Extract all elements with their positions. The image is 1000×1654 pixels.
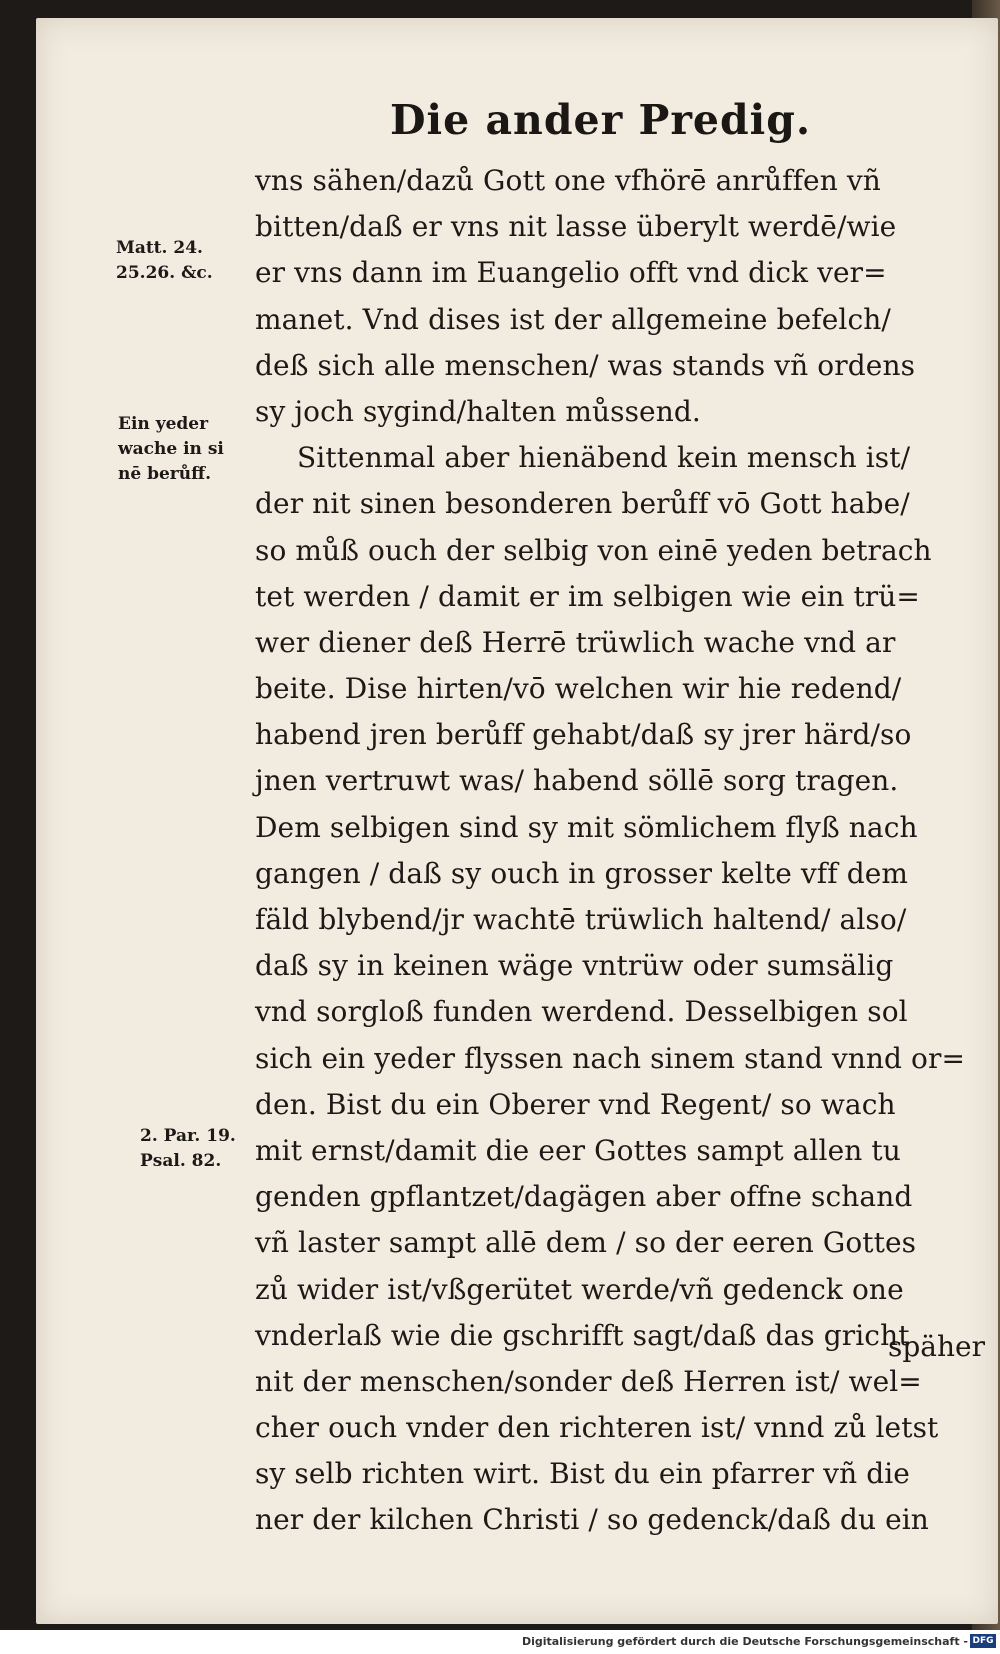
text-line: deß sich alle menschen/ was stands vñ ordens bbox=[255, 348, 916, 382]
text-line: nit der menschen/sonder deß Herren ist/ wel= bbox=[255, 1364, 922, 1398]
text-line: beite. Dise hirten/vō welchen wir hie redend/ bbox=[255, 672, 902, 706]
margin-note-par bbox=[140, 1124, 236, 1174]
text-line: zů wider ist/vßgerütet werde/vñ gedenck one bbox=[255, 1272, 904, 1306]
margin-note-line: 2. Par. 19. bbox=[140, 1126, 236, 1146]
margin-note-line: Ein yeder bbox=[118, 414, 209, 434]
text-line: der nit sinen besonderen berůff vō Gott habe/ bbox=[255, 487, 910, 521]
margin-note-line: nē berůff. bbox=[118, 464, 211, 484]
text-line: sy joch sygind/halten můssend. bbox=[255, 394, 701, 428]
text-line: jnen vertruwt was/ habend söllē sorg tragen. bbox=[255, 764, 899, 798]
text-line: daß sy in keinen wäge vntrüw oder sumsälig bbox=[255, 949, 894, 983]
text-line: genden gpflantzet/dagägen aber offne schand bbox=[255, 1180, 913, 1214]
text-line: vnderlaß wie die gschrifft sagt/daß das gricht bbox=[255, 1318, 910, 1352]
text-line: Sittenmal aber hienäbend kein mensch ist/ bbox=[297, 441, 911, 475]
text-line: so můß ouch der selbig von einē yeden betrach bbox=[255, 533, 932, 567]
text-line: cher ouch vnder den richteren ist/ vnnd zů letst bbox=[255, 1411, 939, 1445]
text-line: er vns dann im Euangelio offt vnd dick ver= bbox=[255, 256, 887, 290]
text-line: vns sähen/dazů Gott one vfhörē anrůffen vñ bbox=[255, 164, 881, 197]
text-line: vñ laster sampt allē dem / so der eeren Gottes bbox=[255, 1226, 917, 1260]
margin-note-line: Matt. 24. bbox=[116, 238, 203, 258]
text-line: ner der kilchen Christi / so gedenck/daß du ein bbox=[255, 1503, 929, 1537]
text-line: sy selb richten wirt. Bist du ein pfarrer vñ die bbox=[255, 1457, 910, 1491]
catchword: späher bbox=[888, 1330, 985, 1363]
margin-note-ein-yeder bbox=[118, 412, 224, 487]
text-line: fäld blybend/jr wachtē trüwlich haltend/ also/ bbox=[255, 903, 907, 936]
text-line: bitten/daß er vns nit lasse überylt werdē/wie bbox=[255, 210, 897, 244]
body-text bbox=[255, 158, 995, 1544]
margin-note-matt bbox=[116, 236, 213, 286]
margin-note-line: wache in si bbox=[118, 439, 224, 459]
text-line: wer diener deß Herrē trüwlich wache vnd ar bbox=[255, 625, 896, 659]
text-line: gangen / daß sy ouch in grosser kelte vff dem bbox=[255, 856, 909, 890]
text-line: habend jren berůff gehabt/daß sy jrer härd/so bbox=[255, 718, 912, 752]
dfg-logo: DFG bbox=[970, 1634, 996, 1648]
text-line: manet. Vnd dises ist der allgemeine befelch/ bbox=[255, 302, 891, 336]
running-head: Die ander Predig. bbox=[390, 96, 812, 144]
text-line: Dem selbigen sind sy mit sömlichem flyß nach bbox=[255, 810, 918, 844]
margin-note-line: Psal. 82. bbox=[140, 1151, 222, 1171]
text-line: den. Bist du ein Oberer vnd Regent/ so wach bbox=[255, 1087, 896, 1121]
text-line: tet werden / damit er im selbigen wie ein trü= bbox=[255, 579, 920, 613]
text-line: sich ein yeder flyssen nach sinem stand vnnd or= bbox=[255, 1041, 966, 1075]
text-line: vnd sorgloß funden werdend. Desselbigen sol bbox=[255, 995, 908, 1029]
footer-credit: Digitalisierung gefördert durch die Deutsche Forschungsgemeinschaft - bbox=[521, 1635, 968, 1648]
margin-note-line: 25.26. &c. bbox=[116, 263, 213, 283]
text-line: mit ernst/damit die eer Gottes sampt allen tu bbox=[255, 1133, 901, 1167]
